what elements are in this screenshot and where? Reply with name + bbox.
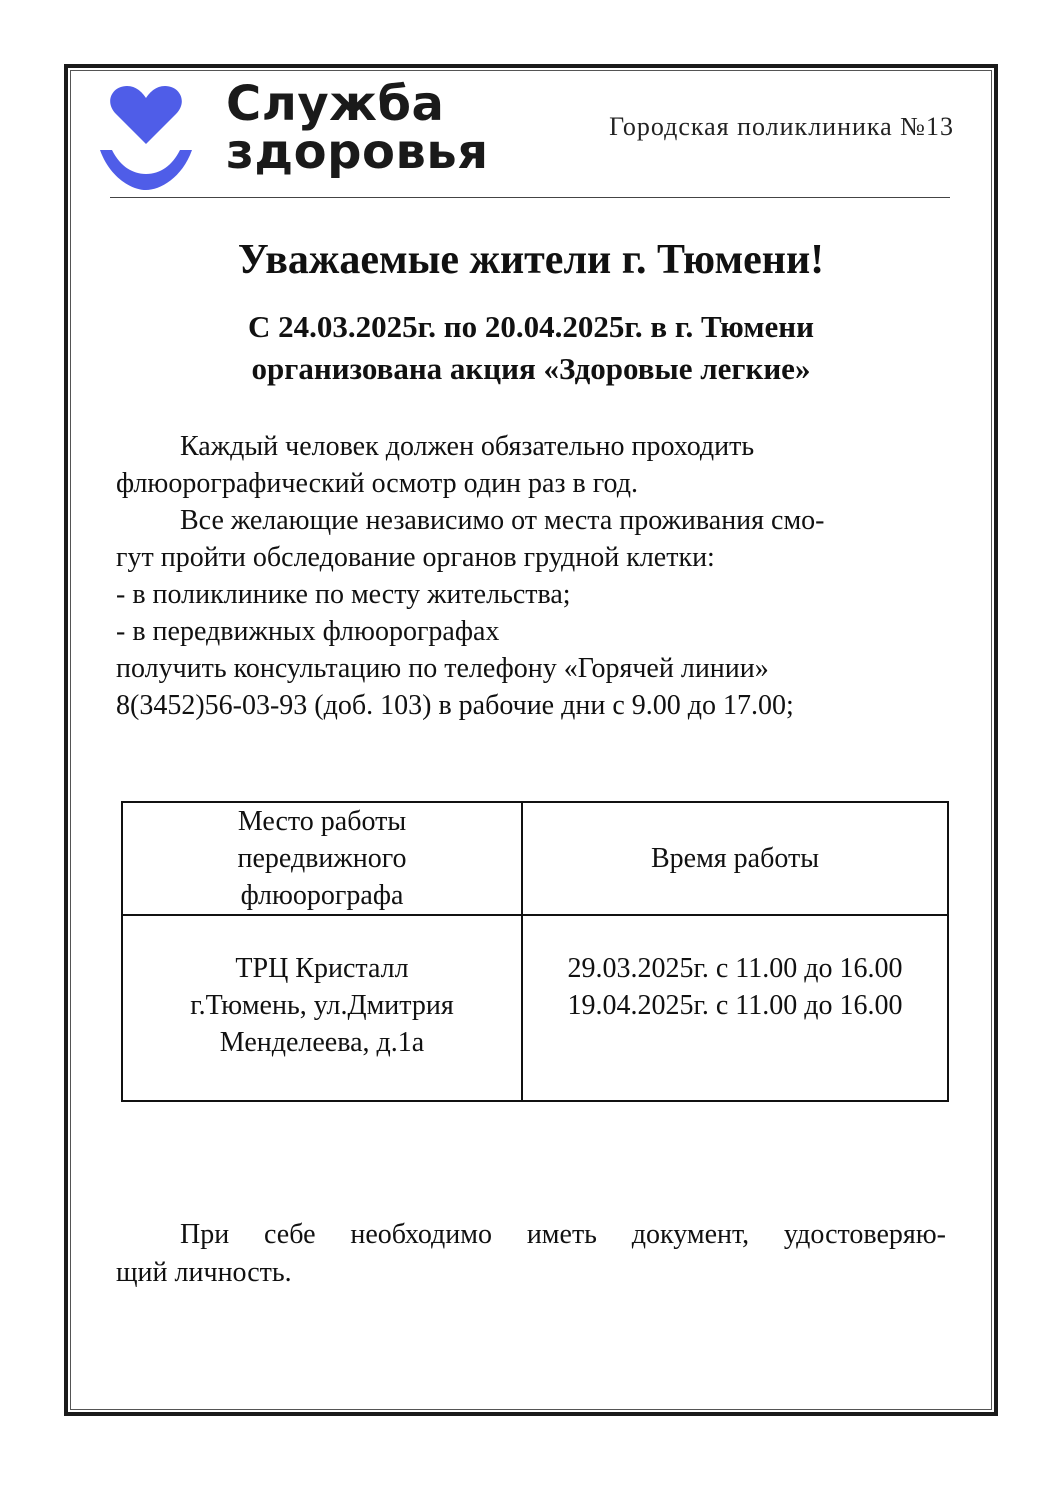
- logo-text: [226, 76, 489, 180]
- page-title: Уважаемые жители г. Тюмени!: [237, 237, 825, 283]
- table-row: [122, 915, 948, 1101]
- list-item-polyclinic: - в поликлинике по месту жительства;: [116, 579, 571, 610]
- body-text: [116, 428, 926, 724]
- body-p1-line-1: Каждый человек должен обязательно проходить: [180, 431, 755, 462]
- logo-line-1: Служба: [226, 76, 445, 132]
- clinic-name: Городская поликлиника №13: [609, 112, 954, 141]
- header-divider: [110, 197, 950, 198]
- header-place-line-2: передвижного: [237, 843, 407, 874]
- footer-line-1: При себе необходимо иметь документ, удостоверяю-: [180, 1219, 946, 1250]
- cell-place: [122, 915, 522, 1101]
- body-p2-line-1: Все желающие независимо от места проживания смо-: [180, 505, 825, 536]
- schedule-table: [121, 801, 949, 1102]
- footer-note: [116, 1216, 946, 1292]
- header-place-line-1: Место работы: [237, 806, 407, 837]
- cell-time: [522, 915, 948, 1101]
- subtitle: [70, 306, 992, 390]
- table-header-row: [122, 802, 948, 915]
- logo-line-2: здоровья: [226, 124, 489, 180]
- footer-line-2: щий личность.: [116, 1257, 292, 1288]
- header-time: Время работы: [522, 802, 948, 915]
- header-place: [122, 802, 522, 915]
- time-line-2: 19.04.2025г. с 11.00 до 16.00: [567, 990, 903, 1021]
- place-line-3: Менделеева, д.1а: [219, 1027, 425, 1058]
- header-place-line-3: флюорографа: [240, 880, 404, 911]
- consult-line-1: получить консультацию по телефону «Горячей линии»: [116, 653, 769, 684]
- list-item-mobile: - в передвижных флюорографах: [116, 616, 500, 647]
- subtitle-line-1: С 24.03.2025г. по 20.04.2025г. в г. Тюмени: [248, 309, 814, 344]
- consult-line-2: 8(3452)56-03-93 (доб. 103) в рабочие дни с 9.00 до 17.00;: [116, 690, 794, 721]
- place-line-1: ТРЦ Кристалл: [235, 953, 409, 984]
- body-p2-line-2: гут пройти обследование органов грудной клетки:: [116, 542, 715, 573]
- place-line-2: г.Тюмень, ул.Дмитрия: [190, 990, 454, 1021]
- body-p1-line-2: флюорографический осмотр один раз в год.: [116, 468, 638, 499]
- time-line-1: 29.03.2025г. с 11.00 до 16.00: [567, 953, 903, 984]
- subtitle-line-2: организована акция «Здоровые легкие»: [251, 351, 811, 386]
